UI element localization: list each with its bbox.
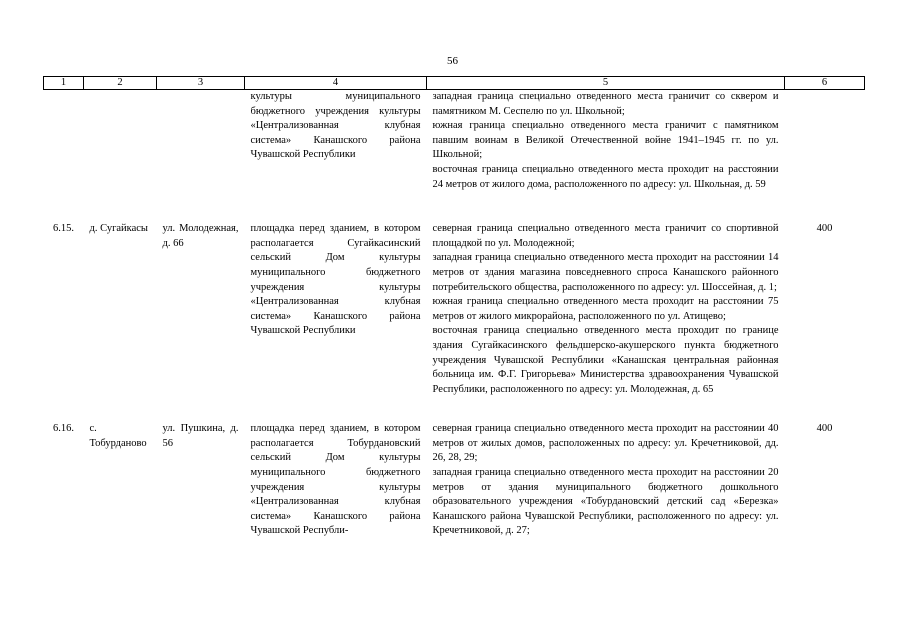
boundaries-cell: [427, 90, 785, 193]
column-number: 6: [785, 77, 865, 90]
settlement-cell: д. Сугайкасы: [89, 223, 148, 235]
column-number: 4: [245, 77, 427, 90]
row-number: 6.15.: [53, 223, 74, 235]
table-row: [44, 422, 865, 539]
boundary-line: западная граница специально отведенного места проходит на расстоянии 14 метров от здания магазина повседневного спроса Канашского районного потребительского общества, расположенного по адресу: ул. Шоссейная, д. 1;: [432, 252, 779, 293]
column-number: 5: [427, 77, 785, 90]
boundary-line: южная граница специально отведенного места проходит на расстоянии 75 метров от жилого микрорайона, расположенного по ул. Атищево;: [432, 296, 779, 322]
register-table: [43, 76, 865, 539]
area-cell: [785, 90, 865, 193]
address-cell: ул. Пушкина, д. 56: [162, 423, 239, 449]
boundary-line: северная граница специально отведенного места проходит на расстоянии 40 метров от жилых домов, расположенных по адресу: ул. Кречетниковой, дд. 26, 28, 29;: [432, 423, 779, 464]
column-number: 1: [44, 77, 84, 90]
object-cell: площадка перед зданием, в котором располагается Тобурдановский сельский Дом культуры муниципального бюджетного учреждения культуры «Централизованная клубная система» Канашского района Чувашской Республи-: [250, 423, 421, 537]
boundaries-cell: [427, 422, 785, 539]
address-cell: ул. Молодежная, д. 66: [162, 223, 239, 249]
column-number-row: [44, 77, 865, 90]
area-cell: 400: [816, 423, 833, 435]
object-cell: площадка перед зданием, в котором располагается Сугайкасинский сельский Дом культуры муниципального бюджетного учреждения культуры «Централизованная клубная система» Канашского района Чувашской Республики: [250, 223, 421, 337]
column-number: 3: [157, 77, 245, 90]
page-number: 56: [447, 55, 458, 67]
table-row: [44, 222, 865, 397]
area-cell: 400: [816, 223, 833, 235]
settlement-cell: [84, 90, 157, 193]
boundary-line: южная граница специально отведенного места граничит с памятником павшим воинам в Великой Отечественной войне 1941–1945 гг. по ул. Школьной;: [432, 120, 779, 161]
column-number: 2: [84, 77, 157, 90]
row-number: [44, 90, 84, 193]
boundary-line: северная граница специально отведенного места граничит со спортивной площадкой по ул. Молодежной;: [432, 223, 779, 249]
boundary-line: западная граница специально отведенного места граничит со сквером и памятником М. Сеспелю по ул. Школьной;: [432, 91, 779, 117]
boundaries-cell: [427, 222, 785, 397]
address-cell: [157, 90, 245, 193]
row-number: 6.16.: [53, 423, 74, 435]
table-row: [44, 90, 865, 193]
boundary-line: восточная граница специально отведенного места проходит на расстоянии 24 метров от жилого дома, расположенного по адресу: ул. Школьная, д. 59: [432, 163, 779, 190]
object-cell: культуры муниципального бюджетного учреждения культуры «Централизованная клубная система» Канашского района Чувашской Республики: [250, 91, 421, 161]
settlement-cell: с. Тобурданово: [89, 423, 147, 449]
boundary-line: западная граница специально отведенного места проходит на расстоянии 20 метров от здания муниципального бюджетного дошкольного образовательного учреждения «Тобурдановский детский сад «Березка» Канашского района Чувашской Республики, расположенного по адресу: ул. Кречетниковой, д. 27;: [432, 467, 779, 537]
boundary-line: восточная граница специально отведенного места проходит по границе здания Сугайкасинского фельдшерско-акушерского пункта бюджетного учреждения Чувашской Республики «Канашская центральная районная больница им. Ф.Г. Григорьева» Министерства здравоохранения Чувашской Республики, расположенного по адресу: ул. Молодежная, д. 65: [432, 325, 779, 395]
